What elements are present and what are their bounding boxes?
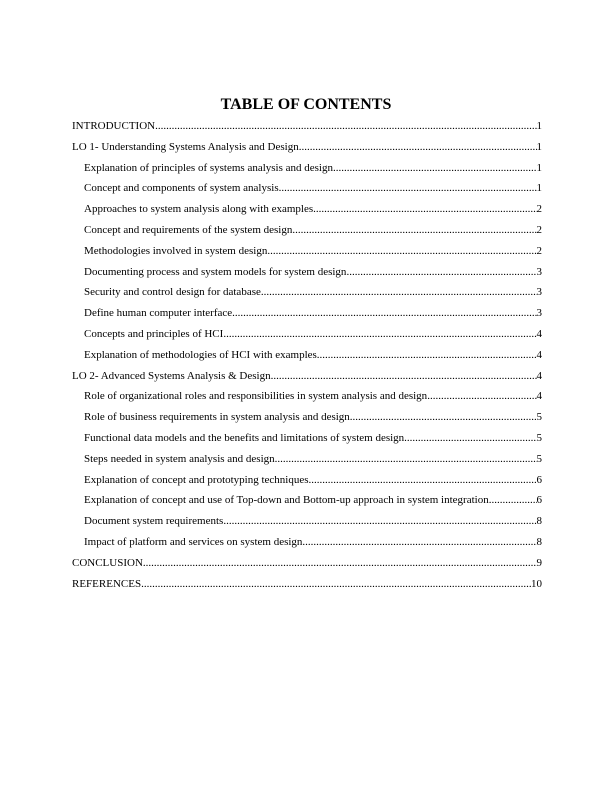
toc-entry-title[interactable]: Security and control design for database <box>84 286 261 299</box>
toc-page-number: 6 <box>536 473 542 486</box>
toc-dot-leader <box>261 282 537 303</box>
toc-title: TABLE OF CONTENTS <box>220 96 392 113</box>
toc-page-number: 8 <box>536 535 542 548</box>
toc-entry[interactable] <box>72 137 542 158</box>
toc-page-number: 2 <box>536 203 542 216</box>
toc-entry[interactable] <box>72 324 542 345</box>
toc-entry[interactable] <box>72 490 542 511</box>
toc-dot-leader <box>489 490 537 511</box>
toc-page-number: 10 <box>531 577 542 590</box>
toc-entry-title[interactable]: Concepts and principles of HCI <box>84 327 224 340</box>
toc-page-number: 1 <box>536 182 542 195</box>
toc-entry[interactable] <box>72 532 542 553</box>
toc-dot-leader <box>292 220 536 241</box>
toc-entry-title[interactable]: Role of organizational roles and responsibilities in system analysis and design <box>84 390 428 403</box>
toc-page-number: 5 <box>536 452 542 465</box>
toc-dot-leader <box>232 303 536 324</box>
toc-dot-leader <box>350 407 537 428</box>
toc-entry[interactable] <box>72 178 542 199</box>
toc-dot-leader <box>333 158 537 179</box>
toc-entry[interactable] <box>72 158 542 179</box>
toc-entry-title[interactable]: Explanation of concept and prototyping techniques <box>84 473 309 486</box>
toc-dot-leader <box>317 345 537 366</box>
toc-dot-leader <box>299 137 537 158</box>
toc-entry[interactable] <box>72 449 542 470</box>
toc-entry-title[interactable]: Concept and requirements of the system design <box>84 223 293 236</box>
toc-page-number: 3 <box>536 307 542 320</box>
toc-entry-title[interactable]: Define human computer interface <box>84 307 233 320</box>
toc-entry[interactable] <box>72 220 542 241</box>
toc-entry[interactable] <box>72 199 542 220</box>
toc-dot-leader <box>275 449 537 470</box>
toc-entry[interactable] <box>72 511 542 532</box>
toc-dot-leader <box>271 366 537 387</box>
toc-dot-leader <box>143 553 537 574</box>
toc-page-number: 1 <box>536 120 542 132</box>
toc-page-number: 5 <box>536 411 542 424</box>
toc-entry-title[interactable]: LO 1- Understanding Systems Analysis and Design <box>72 140 299 153</box>
toc-dot-leader <box>141 574 531 595</box>
toc-entry[interactable] <box>72 553 542 574</box>
toc-entry-title[interactable]: Approaches to system analysis along with examples <box>84 203 314 216</box>
toc-entry[interactable] <box>72 303 542 324</box>
toc-entry-title[interactable]: LO 2- Advanced Systems Analysis & Design <box>72 369 271 382</box>
toc-page-number: 4 <box>536 390 542 403</box>
toc-entry[interactable] <box>72 386 542 407</box>
toc-dot-leader <box>346 262 536 283</box>
toc-page-number: 4 <box>536 369 542 382</box>
toc-entry[interactable] <box>72 366 542 387</box>
toc-entry-title[interactable]: Explanation of methodologies of HCI with examples <box>84 348 317 361</box>
toc-page-number: 1 <box>536 140 542 153</box>
toc-dot-leader <box>155 116 536 137</box>
toc-entry-title[interactable]: Explanation of principles of systems analysis and design <box>84 161 333 174</box>
toc-dot-leader <box>404 428 536 449</box>
toc-entry-title[interactable]: REFERENCES <box>72 577 142 590</box>
toc-dot-leader <box>223 511 536 532</box>
toc-entry-title[interactable]: Role of business requirements in system analysis and design <box>84 411 350 424</box>
toc-entry[interactable] <box>72 116 542 137</box>
toc-entry[interactable] <box>72 345 542 366</box>
toc-dot-leader <box>279 178 537 199</box>
toc-entry-title[interactable]: Documenting process and system models for system design <box>84 265 347 278</box>
toc-entry-title[interactable]: Functional data models and the benefits and limitations of system design <box>84 431 405 444</box>
toc-dot-leader <box>309 470 537 491</box>
toc-page-number: 3 <box>536 286 542 299</box>
toc-page-number: 4 <box>536 348 542 361</box>
toc-entry-title[interactable]: Concept and components of system analysis <box>84 182 279 195</box>
toc-page-number: 1 <box>536 161 542 174</box>
toc-dot-leader <box>302 532 536 553</box>
toc-entry-title[interactable]: Explanation of concept and use of Top-down and Bottom-up approach in system integration <box>84 494 489 507</box>
toc-entry[interactable] <box>72 407 542 428</box>
toc-entry-title[interactable]: INTRODUCTION <box>72 120 156 132</box>
toc-page-number: 8 <box>536 515 542 528</box>
toc-entry[interactable] <box>72 470 542 491</box>
toc-dot-leader <box>223 324 536 345</box>
toc-entry-title[interactable]: CONCLUSION <box>72 556 143 569</box>
toc-page-number: 4 <box>536 327 542 340</box>
toc-entry[interactable] <box>72 241 542 262</box>
toc-entry[interactable] <box>72 574 542 595</box>
toc-page-number: 2 <box>536 244 542 257</box>
toc-page-number: 5 <box>536 431 542 444</box>
toc-dot-leader <box>427 386 536 407</box>
toc-dot-leader <box>267 241 536 262</box>
toc-entry[interactable] <box>72 262 542 283</box>
toc-page-number: 2 <box>536 223 542 236</box>
toc-dot-leader <box>313 199 536 220</box>
toc-page-number: 6 <box>536 494 542 507</box>
toc-entry-title[interactable]: Document system requirements <box>84 515 224 528</box>
toc-entry-title[interactable]: Impact of platform and services on system design <box>84 535 303 548</box>
toc-entry-title[interactable]: Steps needed in system analysis and design <box>84 452 275 465</box>
toc-page-number: 3 <box>536 265 542 278</box>
toc-entry[interactable] <box>72 428 542 449</box>
toc-entry-title[interactable]: Methodologies involved in system design <box>84 244 268 257</box>
toc-list <box>72 116 542 594</box>
toc-page-number: 9 <box>536 556 542 569</box>
toc-entry[interactable] <box>72 282 542 303</box>
